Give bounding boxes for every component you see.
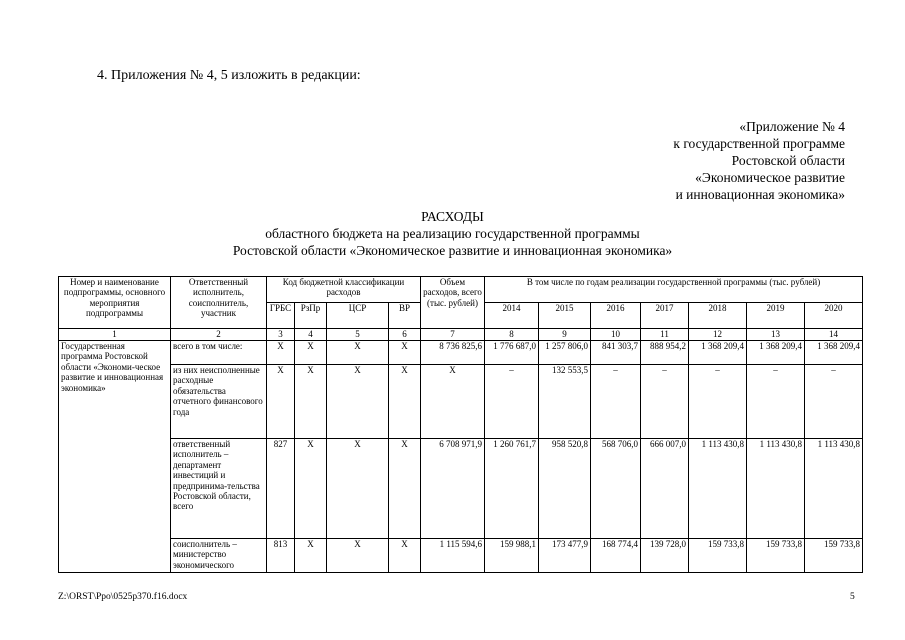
year-value-cell: 568 706,0 <box>591 439 641 539</box>
year-value-cell: 1 113 430,8 <box>805 439 863 539</box>
header-year: 2018 <box>689 303 747 329</box>
csr-cell: X <box>327 539 389 573</box>
csr-cell: X <box>327 439 389 539</box>
header-year: 2020 <box>805 303 863 329</box>
column-number: 13 <box>747 329 805 341</box>
table-row <box>59 365 863 439</box>
csr-cell: X <box>327 365 389 439</box>
column-number: 6 <box>389 329 421 341</box>
year-value-cell: 159 733,8 <box>747 539 805 573</box>
year-value-cell: 1 776 687,0 <box>485 341 539 365</box>
header-vr: ВР <box>389 303 421 329</box>
header-year: 2016 <box>591 303 641 329</box>
grbs-cell: 813 <box>267 539 295 573</box>
year-value-cell: 888 954,2 <box>641 341 689 365</box>
column-number: 9 <box>539 329 591 341</box>
year-value-cell: 1 113 430,8 <box>689 439 747 539</box>
column-number: 1 <box>59 329 171 341</box>
vr-cell: X <box>389 539 421 573</box>
file-path: Z:\ORST\Ppo\0525p370.f16.docx <box>58 592 188 602</box>
executor-cell: из них неисполненные расходные обязательства отчетного финансового года <box>171 365 267 439</box>
grbs-cell: 827 <box>267 439 295 539</box>
appendix-line: «Приложение № 4 <box>739 119 845 134</box>
title-line: Ростовской области «Экономическое развитие и инновационная экономика» <box>232 243 673 258</box>
vr-cell: X <box>389 365 421 439</box>
appendix-header <box>560 118 845 203</box>
year-value-cell: – <box>747 365 805 439</box>
year-value-cell: 1 113 430,8 <box>747 439 805 539</box>
year-value-cell: 1 260 761,7 <box>485 439 539 539</box>
total-cell: 6 708 971,9 <box>421 439 485 539</box>
table-row <box>59 439 863 539</box>
program-name: Государственная программа Ростовской области «Экономи-ческое развитие и инновационная экономика» <box>59 341 171 573</box>
header-name: Номер и наименование подпрограммы, основного мероприятия подпрограммы <box>59 277 171 329</box>
page-number: 5 <box>850 592 855 602</box>
header-total: Объем расходов, всего (тыс. рублей) <box>421 277 485 329</box>
year-value-cell: – <box>641 365 689 439</box>
appendix-line: к государственной программе <box>673 136 845 151</box>
column-number: 7 <box>421 329 485 341</box>
header-year: 2015 <box>539 303 591 329</box>
column-number: 10 <box>591 329 641 341</box>
title-line: РАСХОДЫ <box>421 209 484 224</box>
vr-cell: X <box>389 439 421 539</box>
header-years-group: В том числе по годам реализации государственной программы (тыс. рублей) <box>485 277 863 303</box>
year-value-cell: 159 988,1 <box>485 539 539 573</box>
header-code-group: Код бюджетной классификации расходов <box>267 277 421 303</box>
column-number: 4 <box>295 329 327 341</box>
expenses-table <box>58 276 863 573</box>
appendix-line: и инновационная экономика» <box>675 187 845 202</box>
header-grbs: ГРБС <box>267 303 295 329</box>
year-value-cell: – <box>485 365 539 439</box>
column-number: 3 <box>267 329 295 341</box>
appendix-line: Ростовской области <box>731 153 845 168</box>
total-cell: X <box>421 365 485 439</box>
rzpr-cell: X <box>295 539 327 573</box>
table-row <box>59 539 863 573</box>
year-value-cell: 1 368 209,4 <box>747 341 805 365</box>
column-number: 5 <box>327 329 389 341</box>
year-value-cell: 173 477,9 <box>539 539 591 573</box>
year-value-cell: – <box>591 365 641 439</box>
csr-cell: X <box>327 341 389 365</box>
rzpr-cell: X <box>295 365 327 439</box>
year-value-cell: 958 520,8 <box>539 439 591 539</box>
header-year: 2019 <box>747 303 805 329</box>
rzpr-cell: X <box>295 341 327 365</box>
executor-cell: ответственный исполнитель – департамент инвестиций и предпринима-тельства Ростовской области, всего <box>171 439 267 539</box>
year-value-cell: 1 368 209,4 <box>689 341 747 365</box>
year-value-cell: 168 774,4 <box>591 539 641 573</box>
year-value-cell: 159 733,8 <box>805 539 863 573</box>
grbs-cell: X <box>267 341 295 365</box>
year-value-cell: – <box>689 365 747 439</box>
total-cell: 1 115 594,6 <box>421 539 485 573</box>
rzpr-cell: X <box>295 439 327 539</box>
year-value-cell: 841 303,7 <box>591 341 641 365</box>
vr-cell: X <box>389 341 421 365</box>
document-title <box>0 208 905 259</box>
title-line: областного бюджета на реализацию государственной программы <box>265 226 640 241</box>
year-value-cell: 159 733,8 <box>689 539 747 573</box>
year-value-cell: 139 728,0 <box>641 539 689 573</box>
column-number: 14 <box>805 329 863 341</box>
total-cell: 8 736 825,6 <box>421 341 485 365</box>
header-csr: ЦСР <box>327 303 389 329</box>
year-value-cell: 1 368 209,4 <box>805 341 863 365</box>
table-row <box>59 341 863 365</box>
year-value-cell: 1 257 806,0 <box>539 341 591 365</box>
executor-cell: соисполнитель – министерство экономического <box>171 539 267 573</box>
column-number: 12 <box>689 329 747 341</box>
column-number: 2 <box>171 329 267 341</box>
column-number: 11 <box>641 329 689 341</box>
intro-text: 4. Приложения № 4, 5 изложить в редакции: <box>97 68 361 83</box>
column-number: 8 <box>485 329 539 341</box>
header-executor: Ответственный исполнитель, соисполнитель, участник <box>171 277 267 329</box>
executor-cell: всего в том числе: <box>171 341 267 365</box>
header-year: 2014 <box>485 303 539 329</box>
header-rzpr: РзПр <box>295 303 327 329</box>
year-value-cell: 666 007,0 <box>641 439 689 539</box>
year-value-cell: – <box>805 365 863 439</box>
grbs-cell: X <box>267 365 295 439</box>
header-year: 2017 <box>641 303 689 329</box>
appendix-line: «Экономическое развитие <box>695 170 845 185</box>
year-value-cell: 132 553,5 <box>539 365 591 439</box>
